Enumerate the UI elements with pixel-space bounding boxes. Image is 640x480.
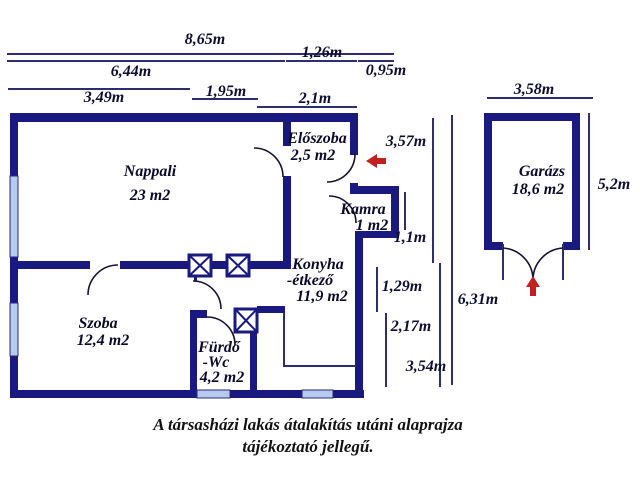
room-area-szoba: 12,4 m2: [76, 332, 130, 349]
room-area-kamra: 1 m2: [355, 217, 389, 234]
room-label-furdo-2: -Wc: [202, 354, 230, 371]
dimension-label-1-95: 1,95m: [205, 83, 247, 100]
wall-segment: [484, 242, 503, 250]
room-area-furdo: 4,2 m2: [199, 369, 245, 386]
wall-segment: [563, 242, 580, 250]
chimney-icon: [235, 309, 257, 332]
wall-segment: [484, 113, 580, 121]
wall-segment: [10, 113, 358, 122]
dimension-label-6-31: 6,31m: [457, 291, 499, 308]
room-label-garazs: Garázs: [518, 163, 566, 180]
room-label-kamra: Kamra: [340, 201, 386, 218]
window: [10, 303, 18, 356]
room-label-konyha-2: -étkező: [286, 272, 334, 289]
room-label-eloszoba: Előszoba: [287, 130, 347, 147]
wall-segment: [283, 176, 291, 269]
room-label-nappali: Nappali: [123, 163, 177, 180]
door-arc-nappali-eloszoba: [254, 148, 283, 177]
window: [302, 390, 333, 398]
dimension-label-2-17: 2,17m: [390, 318, 432, 335]
wall-segment: [190, 310, 197, 398]
door-arc-szoba: [88, 265, 118, 295]
dimension-label-3-49: 3,49m: [83, 89, 125, 106]
dimension-label-1-1: 1,1m: [393, 229, 427, 246]
dimension-label-3-58: 3,58m: [513, 81, 555, 98]
dimension-label-3-57: 3,57m: [385, 133, 427, 150]
wall-segment: [572, 113, 580, 250]
door-arc-hall-szoba: [193, 281, 221, 309]
room-area-eloszoba: 2,5 m2: [290, 147, 336, 164]
garage-entrance-arrow-icon: [526, 276, 540, 296]
door-arc-garage-left: [503, 248, 533, 280]
room-label-szoba: Szoba: [78, 315, 118, 332]
window: [197, 390, 230, 398]
dimension-label-3-54: 3,54m: [405, 358, 447, 375]
door-arc-garage-right: [533, 248, 563, 280]
dimension-label-6-44: 6,44m: [110, 63, 152, 80]
wall-segment: [350, 113, 358, 155]
caption: [152, 415, 463, 456]
dimension-label-1-29: 1,29m: [381, 278, 423, 295]
window: [10, 176, 18, 257]
room-area-konyha: 11,9 m2: [296, 288, 348, 305]
wall-segment: [484, 113, 492, 250]
caption-line-1: A társasházi lakás átalakítás utáni alaprajza: [153, 415, 463, 434]
wall-segment: [355, 231, 363, 398]
caption-line-2: tájékoztató jellegű.: [242, 437, 374, 456]
dimension-label-8-65: 8,65m: [184, 31, 226, 48]
chimney-icon: [227, 255, 249, 276]
dimension-label-0-95: 0,95m: [365, 62, 407, 79]
chimney-icon: [189, 255, 211, 276]
dimension-label-2-1: 2,1m: [298, 90, 332, 107]
wall-segment: [250, 330, 257, 398]
dimension-label-5-2: 5,2m: [597, 176, 631, 193]
room-label-konyha: Konyha: [292, 256, 344, 273]
room-area-garazs: 18,6 m2: [511, 181, 565, 198]
room-label-furdo: Fürdő: [198, 339, 240, 356]
room-area-nappali: 23 m2: [129, 187, 171, 204]
wall-segment: [10, 261, 90, 269]
dimension-label-1-26: 1,26m: [301, 44, 343, 61]
entrance-arrow-icon: [366, 154, 386, 168]
wall-segment: [257, 306, 285, 313]
